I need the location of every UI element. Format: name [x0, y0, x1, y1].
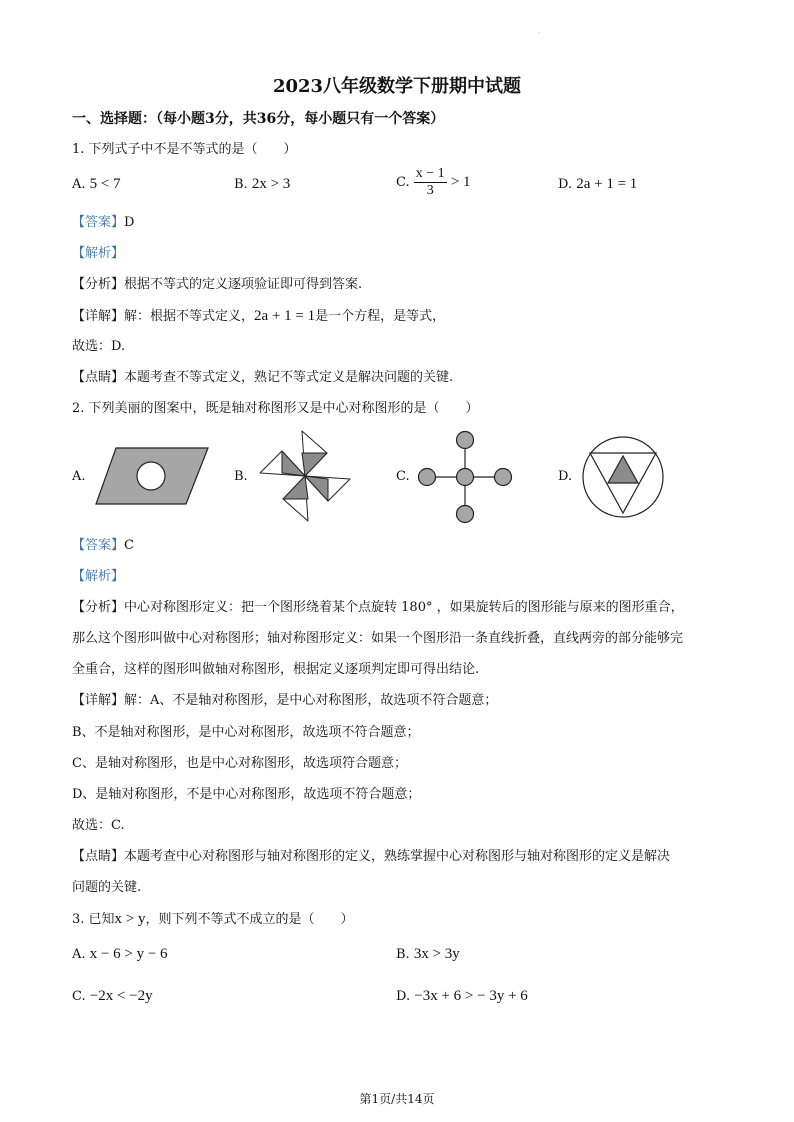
answer-value: C	[124, 538, 134, 553]
q3-option-b-label: B.	[396, 947, 410, 962]
section-heading: 一、选择题：（每小题3分，共36分，每小题只有一个答案）	[72, 111, 445, 127]
q3-stem-post: ，则下列不等式不成立的是（ ）	[145, 912, 354, 927]
q3-stem	[72, 910, 354, 929]
q2-choose: 故选：C.	[72, 818, 125, 833]
dianjing-text: 本题考查不等式定义，熟记不等式定义是解决问题的关键.	[124, 370, 454, 385]
xiangjie-tag: 【详解】	[72, 693, 125, 708]
q2-option-c-label[interactable]: C.	[396, 469, 410, 484]
fenxi-text-1: 中心对称图形定义：把一个图形绕着某个点旋转 180° ，如果旋转后的图形能与原来的图形重合，	[124, 600, 684, 615]
q1-option-a[interactable]	[72, 176, 121, 193]
parallelogram-figure[interactable]	[94, 446, 212, 508]
q3-stem-pre: 3. 已知	[72, 912, 115, 927]
cross-circle-bottom	[457, 506, 474, 523]
q1-fenxi	[72, 276, 362, 294]
q3-option-b-expr: 3x > 3y	[413, 946, 460, 962]
cross-circles-figure[interactable]	[416, 430, 514, 524]
q2-dianjing-line-1	[72, 848, 670, 866]
q1-xiangjie	[72, 307, 445, 326]
q3-option-c-expr: −2x < −2y	[89, 988, 153, 1004]
q2-answer	[72, 537, 134, 555]
dianjing-text-1: 本题考查中心对称图形与轴对称图形的定义，熟练掌握中心对称图形与轴对称图形的定义是解决	[124, 849, 671, 864]
q1-dianjing	[72, 369, 453, 387]
q3-option-a-expr: x − 6 > y − 6	[89, 946, 168, 962]
xiangjie-pre: 解：根据不等式定义，	[124, 309, 255, 324]
inner-triangle	[608, 456, 638, 483]
xiangjie-expr: 2a + 1 = 1	[254, 308, 316, 324]
pinwheel-blade-top-shade	[302, 453, 327, 476]
q2-xiangjie-c: C、是轴对称图形，也是中心对称图形，故选项符合题意；	[72, 756, 407, 771]
q3-option-a-label: A.	[72, 947, 86, 962]
q1-option-d-label: D.	[558, 177, 573, 192]
q3-stem-expr: x > y	[114, 911, 146, 927]
q2-xiangjie-d: D、是轴对称图形，不是中心对称图形，故选项不符合题意；	[72, 787, 421, 802]
q2-xiangjie-b: B、不是轴对称图形，是中心对称图形，故选项不符合题意；	[72, 725, 420, 740]
page-footer: 第1页/共14页	[359, 1092, 435, 1106]
q1-option-a-label: A.	[72, 177, 86, 192]
cross-circle-right	[495, 469, 512, 486]
xiangjie-a-text: 解：A、不是轴对称图形，是中心对称图形，故选项不符合题意；	[124, 693, 498, 708]
q1-option-c-denominator: 3	[426, 183, 434, 198]
cross-circle-top	[457, 432, 474, 449]
fenxi-tag: 【分析】	[72, 277, 125, 292]
q1-analysis-tag: 【解析】	[72, 246, 125, 261]
q1-option-b-label: B.	[234, 177, 248, 192]
q2-fenxi-line-2: 那么这个图形叫做中心对称图形；轴对称图形定义：如果一个图形沿一条直线折叠，直线两旁的部分能够完	[72, 631, 684, 646]
q2-dianjing-line-2: 问题的关键.	[72, 880, 142, 895]
answer-value: D	[124, 215, 135, 230]
q2-stem: 2. 下列美丽的图案中，既是轴对称图形又是中心对称图形的是（ ）	[72, 401, 479, 416]
q2-fenxi-line-3: 全重合，这样的图形叫做轴对称图形，根据定义逐项判定即可得出结论.	[72, 662, 480, 677]
q1-option-a-expr: 5 < 7	[89, 176, 121, 192]
page-title: 2023八年级数学下册期中试题	[272, 76, 522, 97]
q1-option-b-expr: 2x > 3	[251, 176, 291, 192]
q2-fenxi-line-1	[72, 599, 684, 617]
q1-option-c-label: C.	[396, 175, 410, 190]
q1-option-c-fraction	[414, 166, 447, 199]
answer-tag: 【答案】	[72, 215, 125, 230]
xiangjie-post: 是一个方程，是等式，	[315, 309, 446, 324]
fenxi-tag: 【分析】	[72, 600, 125, 615]
q3-option-d-label: D.	[396, 989, 411, 1004]
q1-option-b[interactable]	[234, 176, 290, 193]
q3-option-d-expr: −3x + 6 > − 3y + 6	[414, 988, 528, 1004]
q3-option-c-label: C.	[72, 989, 86, 1004]
cross-circle-left	[419, 469, 436, 486]
q3-option-c[interactable]	[72, 988, 153, 1005]
q1-option-d[interactable]	[558, 176, 637, 193]
pinwheel-blade-left-shade	[282, 451, 305, 476]
cross-circle-center	[457, 469, 474, 486]
q1-option-c[interactable]	[396, 166, 471, 199]
pinwheel-blade-right-shade	[305, 476, 328, 501]
parallelogram-hole	[137, 462, 165, 490]
q2-option-d-label[interactable]: D.	[558, 469, 573, 484]
pinwheel-blade-bottom-shade	[283, 476, 308, 499]
fenxi-text: 根据不等式的定义逐项验证即可得到答案.	[124, 277, 363, 292]
q3-option-d[interactable]	[396, 988, 528, 1005]
q1-option-c-rest: > 1	[450, 174, 471, 190]
answer-tag: 【答案】	[72, 538, 125, 553]
dianjing-tag: 【点睛】	[72, 370, 125, 385]
q1-answer	[72, 214, 134, 232]
pinwheel-figure[interactable]	[256, 429, 354, 523]
q1-stem: 1. 下列式子中不是不等式的是（ ）	[72, 142, 297, 157]
q1-option-c-numerator: x − 1	[415, 166, 445, 181]
q2-xiangjie-a	[72, 692, 497, 710]
q1-choose: 故选：D.	[72, 339, 126, 354]
top-dot: ·	[538, 30, 540, 37]
q2-analysis-tag: 【解析】	[72, 569, 125, 584]
q3-option-a[interactable]	[72, 946, 168, 963]
q2-option-a-label[interactable]: A.	[72, 469, 86, 484]
q2-option-b-label[interactable]: B.	[234, 469, 248, 484]
q1-option-d-expr: 2a + 1 = 1	[576, 176, 638, 192]
dianjing-tag: 【点睛】	[72, 849, 125, 864]
xiangjie-tag: 【详解】	[72, 309, 125, 324]
circle-triangle-figure[interactable]	[580, 435, 668, 519]
q3-option-b[interactable]	[396, 946, 460, 963]
